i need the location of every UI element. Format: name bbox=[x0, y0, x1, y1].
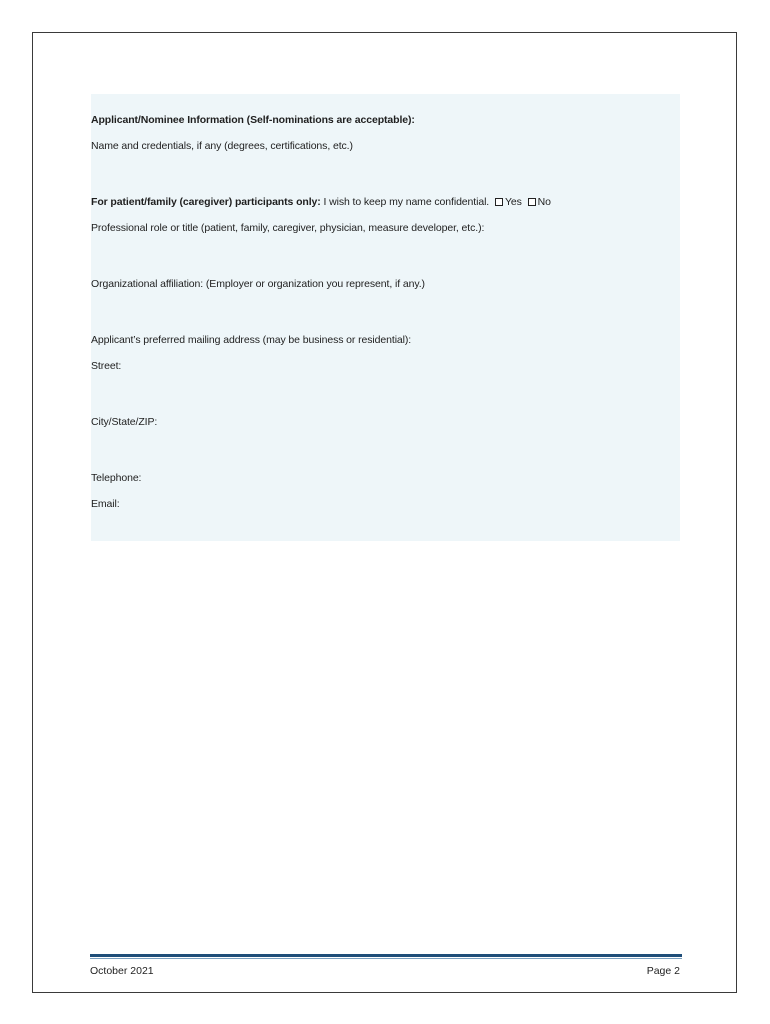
affiliation-label: Organizational affiliation: (Employer or organization you represent, if any.) bbox=[91, 278, 425, 290]
footer-date: October 2021 bbox=[90, 965, 154, 977]
name-credentials-label: Name and credentials, if any (degrees, certifications, etc.) bbox=[91, 140, 353, 152]
telephone-label: Telephone: bbox=[91, 472, 142, 484]
no-label: No bbox=[537, 196, 551, 208]
yes-label: Yes bbox=[504, 196, 522, 208]
footer-rule bbox=[90, 954, 682, 957]
confidential-prefix: For patient/family (caregiver) participants only: bbox=[91, 196, 321, 208]
footer-rule-thin bbox=[90, 958, 682, 959]
mailing-address-label: Applicant’s preferred mailing address (may be business or residential): bbox=[91, 334, 412, 346]
yes-checkbox[interactable] bbox=[495, 198, 503, 206]
confidential-question-row bbox=[91, 195, 551, 209]
street-label: Street: bbox=[91, 360, 122, 372]
document-page bbox=[32, 32, 737, 993]
city-state-zip-label: City/State/ZIP: bbox=[91, 416, 158, 428]
email-label: Email: bbox=[91, 498, 120, 510]
no-checkbox[interactable] bbox=[528, 198, 536, 206]
applicant-info-panel bbox=[91, 94, 680, 541]
role-label: Professional role or title (patient, family, caregiver, physician, measure developer, etc.): bbox=[91, 222, 485, 234]
section-heading: Applicant/Nominee Information (Self-nominations are acceptable): bbox=[91, 114, 415, 126]
confidential-question: I wish to keep my name confidential. bbox=[320, 196, 490, 208]
footer-page-number: Page 2 bbox=[646, 965, 680, 977]
